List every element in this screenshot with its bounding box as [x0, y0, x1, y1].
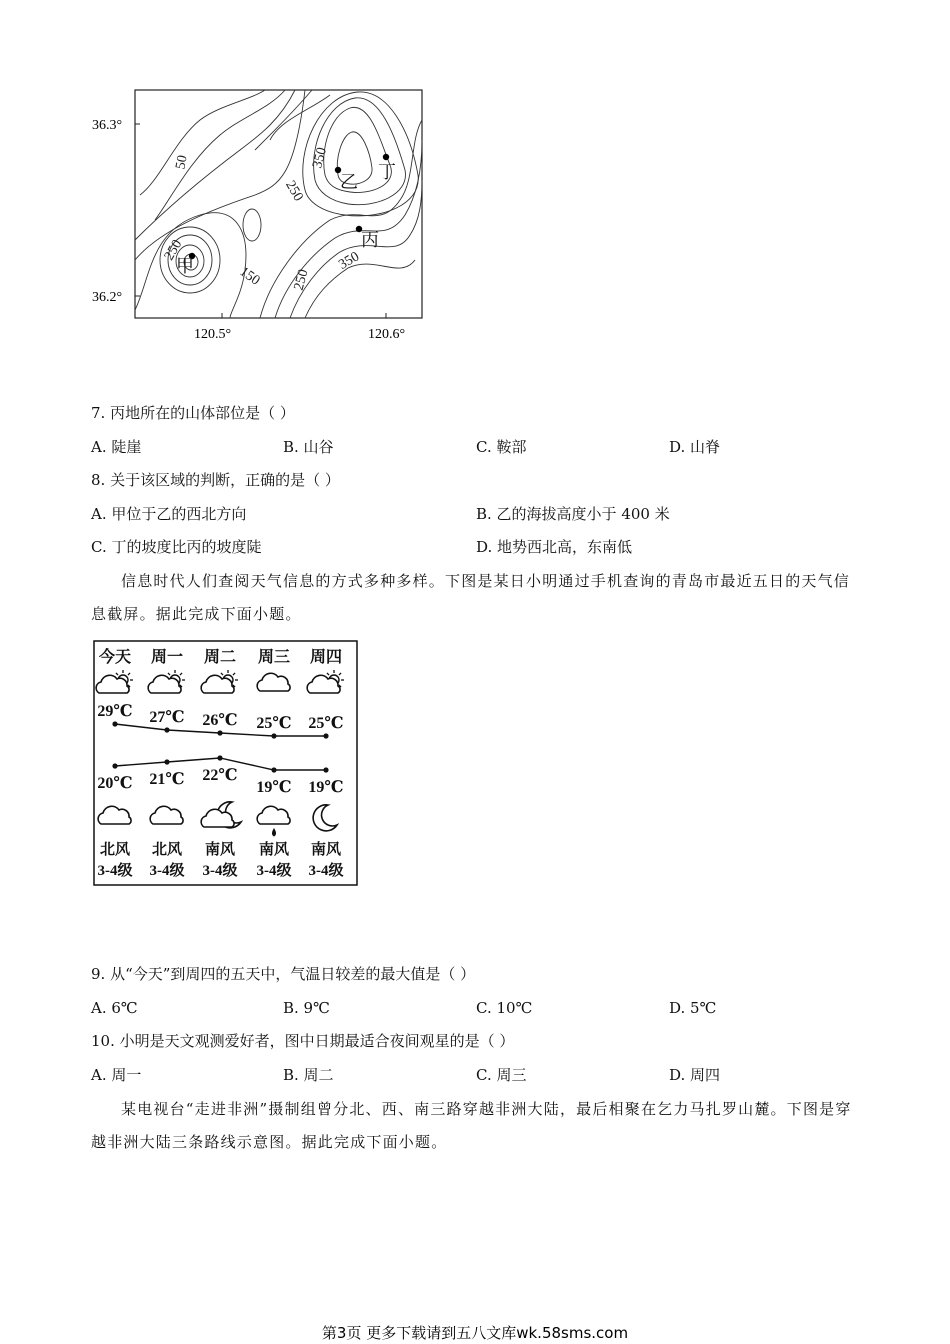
wind-direction-label: 南风: [258, 842, 290, 858]
point-label-bing: 丙: [361, 230, 379, 250]
question-7-option-a[interactable]: A. 陡崖: [91, 438, 142, 456]
question-8-option-d[interactable]: D. 地势西北高，东南低: [476, 538, 633, 556]
high-temp-point: [323, 733, 328, 738]
weather-forecast-image: [93, 640, 358, 886]
contour-map: [80, 80, 440, 350]
low-temp-point: [271, 767, 276, 772]
question-7-option-d[interactable]: D. 山脊: [669, 438, 721, 456]
contour-label: 350: [310, 145, 331, 171]
page-footer: 第3页 更多下载请到五八文库wk.58sms.com: [321, 1324, 629, 1342]
low-temp-label: 22℃: [202, 767, 238, 784]
point-label-yi: 乙: [340, 172, 358, 192]
question-10-stem: 10. 小明是天文观测爱好者，图中日期最适合夜间观星的是（ ）: [91, 1032, 515, 1050]
contour-label: 250: [161, 237, 186, 264]
wind-level-label: 3-4级: [308, 863, 344, 879]
contour-label: 50: [173, 154, 191, 171]
wind-direction-label: 北风: [99, 842, 131, 858]
weather-intro-paragraph: 信息时代人们查阅天气信息的方式多种多样。下图是某日小明通过手机查询的青岛市最近五日的天气信息截屏。据此完成下面小题。: [91, 572, 851, 623]
question-8-option-c[interactable]: C. 丁的坡度比丙的坡度陡: [91, 538, 262, 556]
question-9-stem: 9. 从“今天”到周四的五天中，气温日较差的最大值是（ ）: [91, 965, 476, 983]
question-8-option-a[interactable]: A. 甲位于乙的西北方向: [91, 505, 247, 523]
lat-label-south: 36.2°: [92, 290, 123, 305]
contour-label: 250: [291, 267, 312, 292]
africa-intro-paragraph: 某电视台“走进非洲”摄制组曾分北、西、南三路穿越非洲大陆，最后相聚在乞力马扎罗山麓。下图是穿越非洲大陆三条路线示意图。据此完成下面小题。: [91, 1100, 852, 1151]
weather-day-label: 今天: [98, 649, 132, 666]
low-temp-label: 20℃: [97, 775, 133, 792]
weather-day-label: 周三: [257, 649, 291, 666]
lon-label-west: 120.5°: [194, 327, 232, 342]
question-9-option-b[interactable]: B. 9℃: [283, 999, 330, 1017]
low-temp-label: 19℃: [308, 779, 344, 796]
contour-lines: [135, 90, 422, 318]
high-temp-label: 26℃: [202, 712, 238, 729]
wind-direction-label: 南风: [310, 842, 342, 858]
low-temp-point: [323, 767, 328, 772]
lat-label-north: 36.3°: [92, 118, 123, 133]
question-9-option-d[interactable]: D. 5℃: [669, 999, 717, 1017]
question-7-stem: 7. 丙地所在的山体部位是（ ）: [91, 404, 295, 422]
low-temp-label: 21℃: [149, 771, 185, 788]
high-temp-label: 29℃: [97, 703, 133, 720]
low-temp-point: [164, 759, 169, 764]
question-9-option-c[interactable]: C. 10℃: [476, 999, 533, 1017]
wind-level-label: 3-4级: [202, 863, 238, 879]
question-10-option-c[interactable]: C. 周三: [476, 1066, 527, 1084]
rain-drop-icon: [273, 829, 276, 836]
contour-label: 350: [336, 249, 363, 273]
wind-direction-label: 北风: [151, 842, 183, 858]
point-ding-marker: [383, 154, 389, 160]
question-10-option-d[interactable]: D. 周四: [669, 1066, 721, 1084]
high-temp-point: [217, 730, 222, 735]
high-temp-label: 27℃: [149, 709, 185, 726]
contour-label: 150: [236, 264, 263, 289]
low-temp-point: [112, 763, 117, 768]
weather-day-label: 周二: [203, 649, 237, 666]
high-temp-point: [164, 727, 169, 732]
low-temp-point: [217, 755, 222, 760]
question-7-option-c[interactable]: C. 鞍部: [476, 438, 527, 456]
lon-label-east: 120.6°: [368, 327, 406, 342]
wind-level-label: 3-4级: [149, 863, 185, 879]
contour-label: 250: [282, 178, 306, 205]
question-10-option-b[interactable]: B. 周二: [283, 1066, 334, 1084]
question-8-stem: 8. 关于该区域的判断，正确的是（ ）: [91, 471, 340, 489]
question-10-option-a[interactable]: A. 周一: [91, 1066, 142, 1084]
question-7-option-b[interactable]: B. 山谷: [283, 438, 334, 456]
high-temp-label: 25℃: [308, 715, 344, 732]
wind-level-label: 3-4级: [256, 863, 292, 879]
weather-day-label: 周一: [150, 649, 184, 666]
low-temp-label: 19℃: [256, 779, 292, 796]
point-label-jia: 甲: [176, 256, 194, 276]
wind-level-label: 3-4级: [97, 863, 133, 879]
high-temp-point: [271, 733, 276, 738]
high-temp-point: [112, 721, 117, 726]
question-9-option-a[interactable]: A. 6℃: [91, 999, 138, 1017]
wind-direction-label: 南风: [204, 842, 236, 858]
question-8-option-b[interactable]: B. 乙的海拔高度小于 400 米: [476, 505, 670, 523]
high-temp-label: 25℃: [256, 715, 292, 732]
point-label-ding: 丁: [378, 162, 396, 182]
weather-day-label: 周四: [309, 649, 343, 666]
